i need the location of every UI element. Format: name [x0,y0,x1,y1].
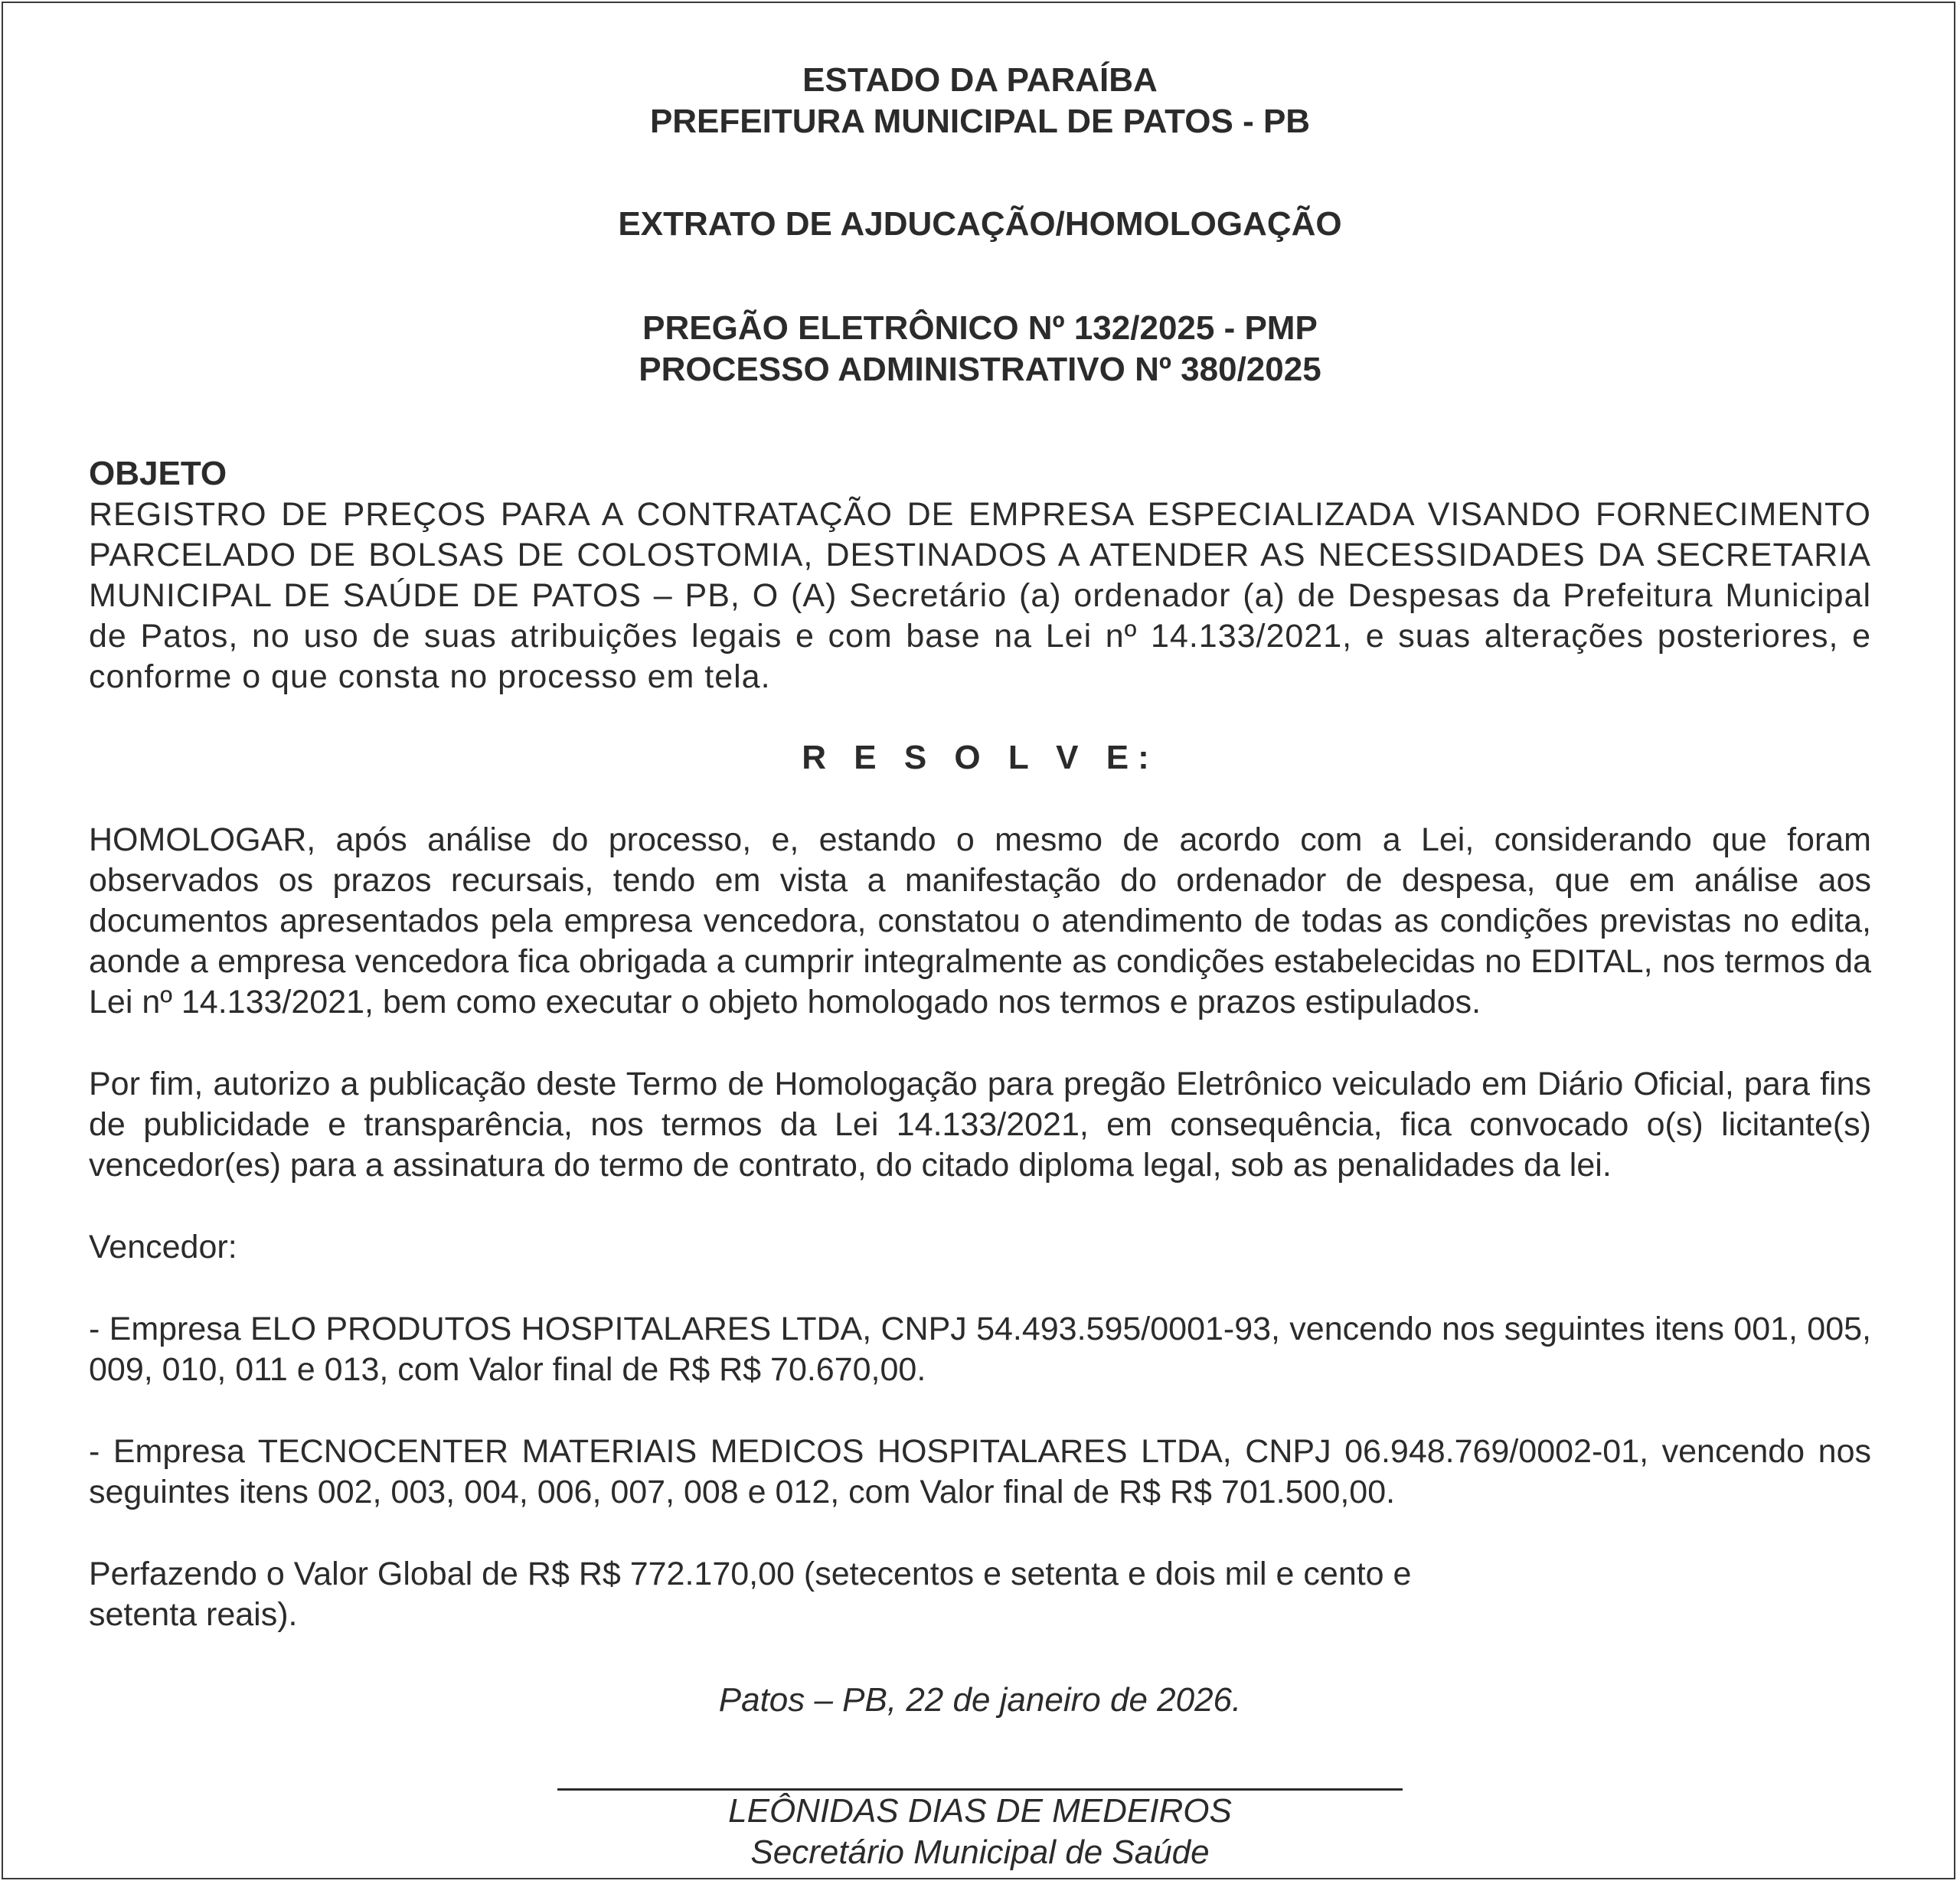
global-value-line-2: setenta reais). [89,1596,298,1633]
signatory-name: LEÔNIDAS DIAS DE MEDEIROS [728,1792,1232,1830]
document-body [89,60,1871,1873]
date-line: Patos – PB, 22 de janeiro de 2026. [718,1681,1242,1719]
pregao-heading: PREGÃO ELETRÔNICO Nº 132/2025 - PMP [642,309,1318,347]
state-heading: ESTADO DA PARAÍBA [802,61,1158,99]
objeto-text: REGISTRO DE PREÇOS PARA A CONTRATAÇÃO DE EMPRESA ESPECIALIZADA VISANDO FORNECIMENTO PARCELADO DE BOLSAS DE COLOSTOMIA, DESTINADOS A ATENDER AS NECESSIDADES DA SECRETARIA MUNICIPAL DE SAÚDE DE PATOS – PB, O (A) Secretário (a) ordenador (a) de Despesas da Prefeitura Municipal de Patos, no uso de suas atribuições legais e com base na Lei nº 14.133/2021, e suas alterações posteriores, e conforme o que consta no processo em tela. [89,496,1871,695]
document-title: EXTRATO DE AJDUCAÇÃO/HOMOLOGAÇÃO [618,205,1342,243]
vencedor-label: Vencedor: [89,1229,237,1265]
publicacao-paragraph: Por fim, autorizo a publicação deste Termo de Homologação para pregão Eletrônico veiculado em Diário Oficial, para fins de publicidade e transparência, nos termos da Lei 14.133/2021, em consequência, fica convocado o(s) licitante(s) vencedor(es) para a assinatura do termo de contrato, do citado diploma legal, sob as penalidades da lei. [89,1066,1871,1184]
signatory-role: Secretário Municipal de Saúde [750,1833,1210,1871]
prefecture-heading: PREFEITURA MUNICIPAL DE PATOS - PB [649,103,1311,140]
resolve-heading: R E S O L V E: [802,739,1158,776]
homologar-paragraph: HOMOLOGAR, após análise do processo, e, estando o mesmo de acordo com a Lei, considerando que foram observados os prazos recursais, tendo em vista a manifestação do ordenador de despesa, que em análise aos documentos apresentados pela empresa vencedora, constatou o atendimento de todas as condições previstas no edita, aonde a empresa vencedora fica obrigada a cumprir integralmente as condições estabelecidas no EDITAL, nos termos da Lei nº 14.133/2021, bem como executar o objeto homologado nos termos e prazos estipulados. [89,821,1871,1020]
global-value-paragraph [89,1554,1871,1635]
winner-company-2: - Empresa TECNOCENTER MATERIAIS MEDICOS HOSPITALARES LTDA, CNPJ 06.948.769/0002-01, vencendo nos seguintes itens 002, 003, 004, 006, 007, 008 e 012, com Valor final de R$ R$ 701.500,00. [89,1433,1871,1510]
processo-heading: PROCESSO ADMINISTRATIVO Nº 380/2025 [639,351,1321,388]
objeto-label: OBJETO [89,455,227,492]
winner-company-1: - Empresa ELO PRODUTOS HOSPITALARES LTDA, CNPJ 54.493.595/0001-93, vencendo nos seguintes itens 001, 005, 009, 010, 011 e 013, com Valor final de R$ R$ 70.670,00. [89,1311,1871,1388]
global-value-line-1: Perfazendo o Valor Global de R$ R$ 772.170,00 (setecentos e setenta e dois mil e cento e [89,1556,1412,1592]
